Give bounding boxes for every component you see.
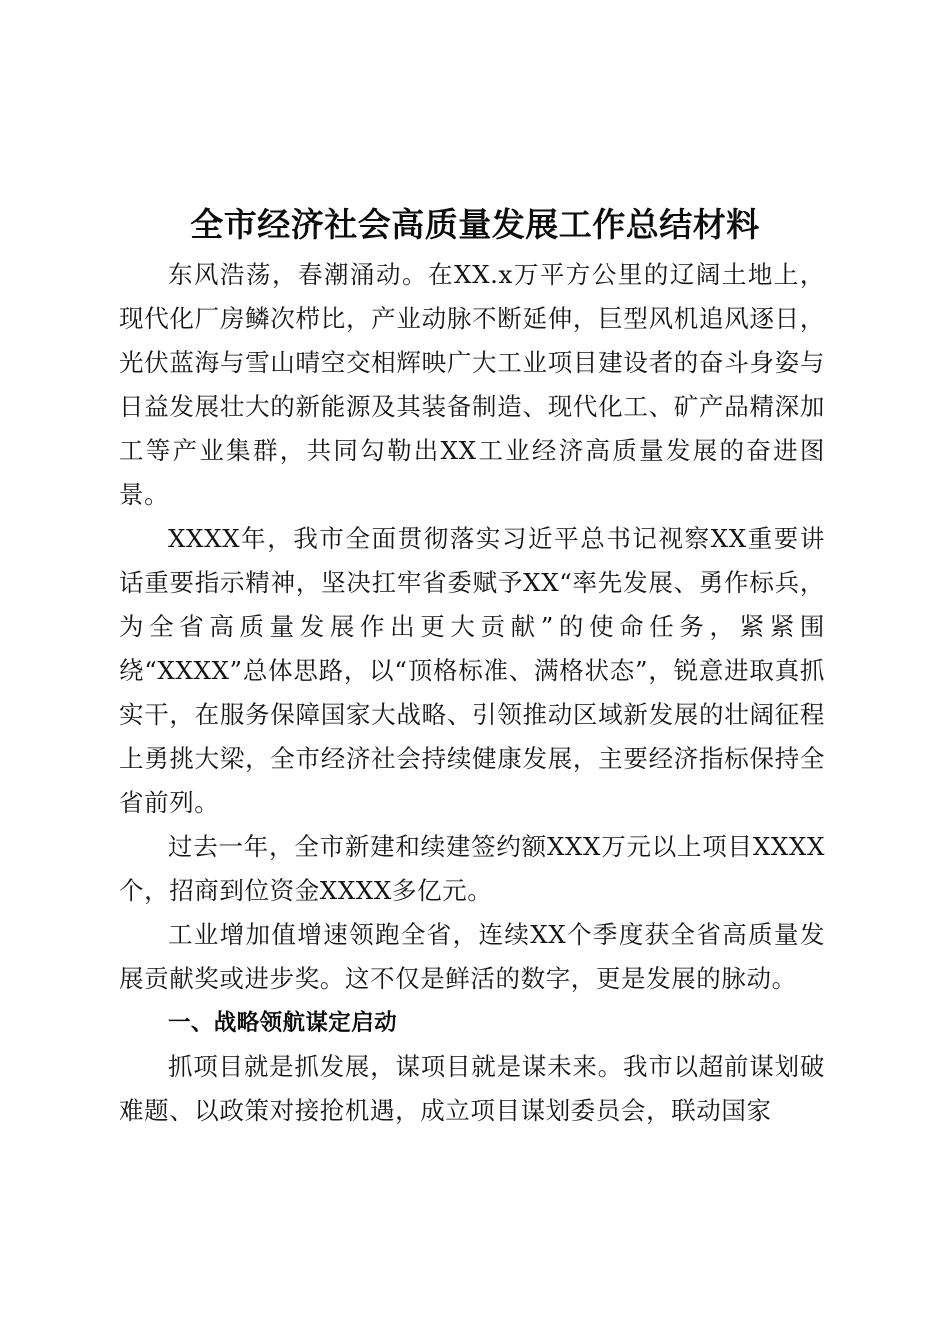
document-title: 全市经济社会高质量发展工作总结材料	[190, 205, 760, 245]
paragraph-intro: 东风浩荡，春潮涌动。在XX.x万平方公里的辽阔土地上，现代化厂房鳞次栉比，产业动脉不断延伸，巨型风机追风逐日，光伏蓝海与雪山晴空交相辉映广大工业项目建设者的奋斗身姿与日益发展壮大的新能源及其装备制造、现代化工、矿产品精深加工等产业集群，共同勾勒出XX工业经济高质量发展的奋进图景。	[119, 260, 825, 509]
section-paragraph: 抓项目就是抓发展，谋项目就是谋未来。我市以超前谋划破难题、以政策对接抢机遇，成立项目谋划委员会，联动国家	[119, 1052, 825, 1125]
document-body	[119, 253, 825, 1133]
paragraph-projects: 过去一年，全市新建和续建签约额XXX万元以上项目XXXX个，招商到位资金XXXX多亿元。	[119, 832, 825, 905]
paragraph-annual-summary: XXXX年，我市全面贯彻落实习近平总书记视察XX重要讲话重要指示精神，坚决扛牢省委赋予XX“率先发展、勇作标兵，为全省高质量发展作出更大贡献”的使命任务，紧紧围绕“XXXX”总体思路，以“顶格标准、满格状态”，锐意进取真抓实干，在服务保障国家大战略、引领推动区域新发展的壮阔征程上勇挑大梁，全市经济社会持续健康发展，主要经济指标保持全省前列。	[119, 524, 825, 817]
paragraph-industry-growth: 工业增加值增速领跑全省，连续XX个季度获全省高质量发展贡献奖或进步奖。这不仅是鲜活的数字，更是发展的脉动。	[119, 920, 825, 993]
section-heading: 一、战略领航谋定启动	[168, 1010, 398, 1036]
